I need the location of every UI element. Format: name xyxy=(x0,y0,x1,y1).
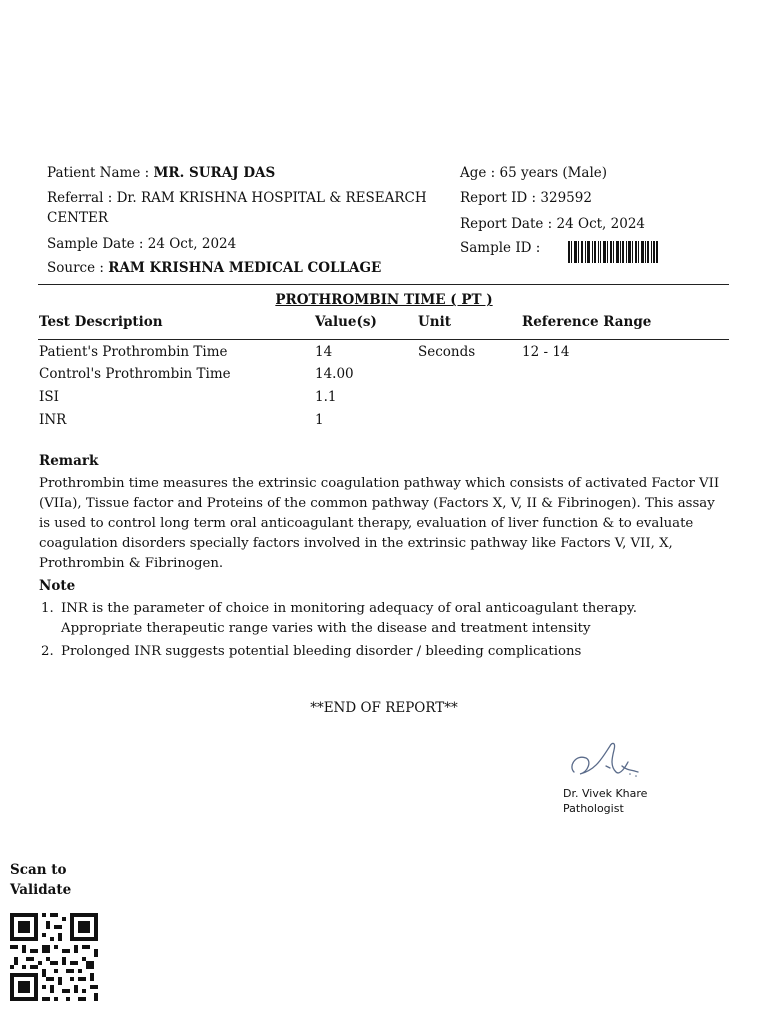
table-header xyxy=(39,314,729,334)
sample-date: Sample Date : 24 Oct, 2024 xyxy=(47,236,237,252)
sample-id-barcode xyxy=(568,241,658,263)
qr-label-line1: Scan to xyxy=(10,862,67,878)
remark-text: Prothrombin time measures the extrinsic coagulation pathway which consists of activated Factor VII (VIIa), Tissue factor and Proteins of the common pathway (Factors X, V, II & Fibrinogen). This assay is used to control long term oral anticoagulant therapy, evaluation of liver function & to evaluate coagulation disorders specially factors involved in the extrinsic pathway like Factors V, VII, X, Prothrombin & Fibrinogen. xyxy=(39,476,720,571)
report-date-value: 24 Oct, 2024 xyxy=(556,216,645,232)
table-row: ISI 1.1 xyxy=(39,389,337,405)
end-of-report: **END OF REPORT** xyxy=(310,700,458,716)
patient-name: Patient Name : MR. SURAJ DAS xyxy=(47,165,276,181)
qr-code-icon[interactable] xyxy=(10,913,98,1001)
table-row: Patient's Prothrombin Time 14 Seconds 12 - 14 xyxy=(39,344,570,360)
referral-value: Dr. RAM KRISHNA HOSPITAL & RESEARCH xyxy=(116,190,427,206)
signature-image xyxy=(566,736,648,782)
report-date: Report Date : 24 Oct, 2024 xyxy=(460,216,645,232)
col-header-value: Value(s) xyxy=(315,314,377,330)
patient-name-value: MR. SURAJ DAS xyxy=(153,165,276,181)
referral: Referral : Dr. RAM KRISHNA HOSPITAL & RESEARCH xyxy=(47,190,427,206)
age-value: 65 years (Male) xyxy=(499,165,608,181)
sample-id: Sample ID : xyxy=(460,240,541,256)
col-header-unit: Unit xyxy=(418,314,451,330)
note-heading: Note xyxy=(39,578,76,594)
sample-date-value: 24 Oct, 2024 xyxy=(147,236,237,252)
remark-heading: Remark xyxy=(39,453,99,469)
age: Age : 65 years (Male) xyxy=(460,165,608,181)
report-id-value: 329592 xyxy=(540,190,592,206)
table-header-divider xyxy=(38,339,729,340)
qr-label-line2: Validate xyxy=(10,882,72,898)
source: Source : RAM KRISHNA MEDICAL COLLAGE xyxy=(47,260,382,276)
test-title-wrap xyxy=(0,292,768,308)
table-row: INR 1 xyxy=(39,412,324,428)
col-header-description: Test Description xyxy=(39,314,163,330)
signature-name: Dr. Vivek Khare xyxy=(563,787,648,800)
header-divider xyxy=(38,284,729,285)
report-id: Report ID : 329592 xyxy=(460,190,592,206)
test-title: PROTHROMBIN TIME ( PT ) xyxy=(275,292,493,308)
referral-line2: CENTER xyxy=(47,210,109,226)
signature-title: Pathologist xyxy=(563,802,624,815)
col-header-range: Reference Range xyxy=(522,314,652,330)
table-row: Control's Prothrombin Time 14.00 xyxy=(39,366,354,382)
source-value: RAM KRISHNA MEDICAL COLLAGE xyxy=(108,260,382,276)
